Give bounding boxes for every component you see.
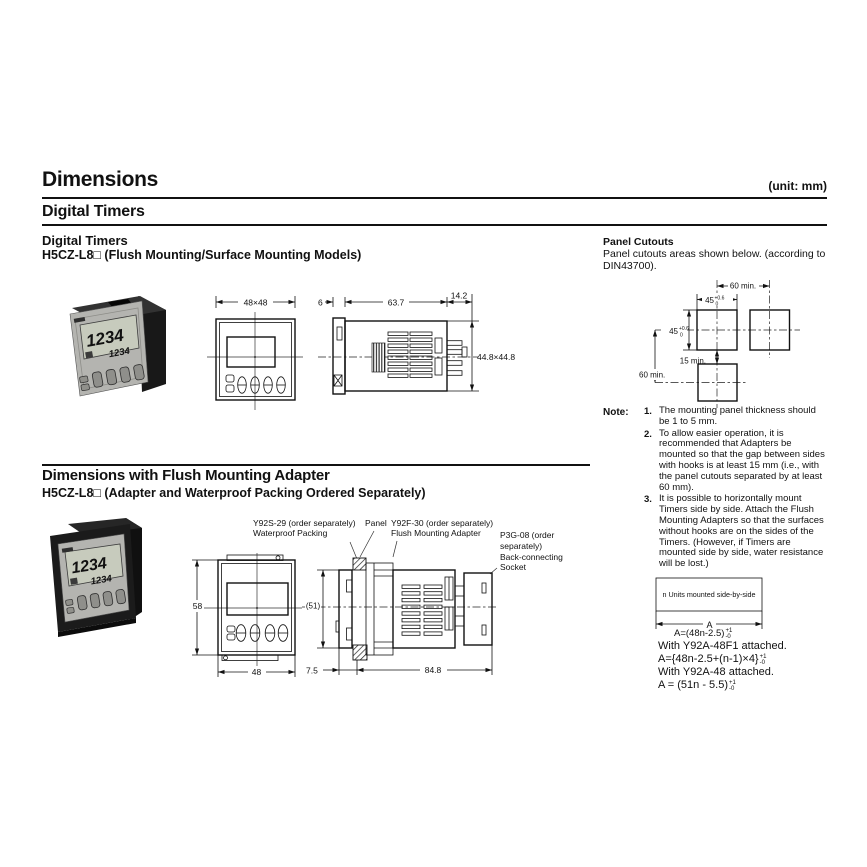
side-connectors — [435, 338, 442, 375]
note-item-2 — [644, 429, 833, 494]
back-socket — [464, 573, 492, 645]
lcd-top-digits: 1234 — [70, 554, 108, 578]
cutout-squares — [697, 310, 790, 401]
body-848-label: 84.8 — [424, 665, 442, 675]
dim-60-top-label: 60 min. — [729, 281, 757, 291]
note-item-1 — [644, 406, 833, 428]
note-text: It is possible to horizontally mount Timers side by side. Attach the Flush Mounting Adapters so that the surfaces without hooks are on the sides of the Timers. (However, if Timers are mounted side by side, water resistance will be lost.) — [659, 493, 824, 570]
side-view-adapter-drawing — [300, 516, 600, 684]
formula-3-body: A = (51n - 5.5) — [658, 679, 729, 691]
cutout-dim-60-top — [717, 280, 770, 291]
width-dimension — [216, 296, 295, 308]
pin-dim-label: 14.2 — [450, 290, 468, 301]
side-pins — [447, 341, 467, 376]
units-box-label: n Units mounted side-by-side — [662, 590, 756, 599]
side-vent-slots — [388, 332, 432, 377]
width-48-dimension — [218, 655, 295, 677]
formula-1 — [674, 628, 732, 641]
width-48-label: 48 — [251, 667, 262, 677]
panel-hatch-bottom — [353, 645, 367, 660]
lcd-status-block — [85, 351, 93, 358]
note-num: 1. — [644, 406, 652, 417]
note-num: 3. — [644, 494, 652, 506]
lcd-status-block — [70, 578, 78, 585]
rule-under-category — [42, 224, 827, 226]
side-bezel — [333, 318, 345, 394]
note-text: To allow easier operation, it is recommended that Adapters be mounted so that the gap between sides with hooks is at least 15 mm (i.e., with the panel cutouts separated by at least 60 mm). — [659, 427, 825, 493]
bottom-dimensions — [306, 645, 492, 676]
rule-under-title — [42, 197, 827, 199]
front2-display-window — [227, 583, 288, 615]
side-grille — [372, 343, 385, 372]
bezel-dimension — [318, 297, 345, 308]
formula-2-tolerance: +1 -0 — [759, 654, 767, 666]
product-photo-timer-adapter — [38, 516, 158, 666]
body-dim-label: 63.7 — [387, 297, 405, 308]
unit-label: (unit: mm) — [768, 179, 827, 193]
side2-body — [393, 570, 455, 648]
note-label: Note: — [603, 407, 629, 418]
formula-3-tolerance: +1 -0 — [729, 680, 736, 692]
square-dim-label: 44.8×44.8 — [477, 352, 516, 362]
label-waterproof-packing: Y92S-29 (order separately) Waterproof Packing — [253, 518, 356, 538]
leader-lines — [350, 531, 497, 574]
page-title: Dimensions — [42, 168, 159, 191]
dim-60-left-label: 60 min. — [639, 370, 666, 380]
formula-2 — [658, 653, 766, 667]
depth-51-label: (51) — [305, 601, 321, 611]
label-back-socket: P3G-08 (order separately) Back-connecting Socket — [500, 530, 563, 573]
rule-section2 — [42, 464, 590, 466]
pin-dimension — [447, 291, 472, 308]
side2-vent-slots — [402, 585, 442, 635]
height-58-label: 58 — [192, 601, 203, 611]
notes-block — [601, 406, 833, 571]
panel-cutout-diagram — [600, 278, 835, 411]
front2-buttons — [227, 625, 288, 642]
lcd-bottom-digits: 1234 — [89, 573, 113, 588]
front-buttons — [226, 375, 285, 393]
dim-45v-tol-plus: +0.6 — [679, 326, 689, 332]
formula-1-tolerance: +1 -0 — [725, 628, 733, 640]
height-58-dimension — [191, 560, 218, 655]
depth-51-dimension — [305, 570, 340, 648]
dim-a-label: A — [706, 620, 713, 630]
with-line-2: With Y92A-48 attached. — [658, 666, 774, 678]
lcd-bottom-digits: 1234 — [107, 345, 131, 361]
note-num: 2. — [644, 428, 652, 440]
panel-cutouts-title: Panel Cutouts — [603, 236, 674, 248]
label-panel: Panel — [365, 518, 387, 528]
category-heading: Digital Timers — [42, 203, 145, 220]
flush-adapter — [366, 563, 393, 655]
product-photo-timer — [56, 288, 174, 406]
height-dimension — [447, 307, 515, 391]
dim-45v-tol-zero: 0 — [680, 332, 683, 339]
front-outline — [216, 319, 295, 400]
section1-title: Digital Timers — [42, 233, 128, 248]
section2-subtitle: H5CZ-L8□ (Adapter and Waterproof Packing Ordered Separately) — [42, 486, 426, 500]
dim-45h-tol-zero: 0 — [715, 301, 719, 308]
front-view-drawing — [203, 288, 318, 413]
dim-45v-label: 45 — [669, 327, 678, 336]
side2-bezel — [336, 570, 352, 648]
section1-subtitle: H5CZ-L8□ (Flush Mounting/Surface Mounting Models) — [42, 248, 362, 262]
cutout-dim-45-horizontal — [697, 293, 737, 310]
formula-1-body: A=(48n-2.5) — [674, 628, 725, 639]
crosshair — [207, 312, 303, 410]
formula-2-body: A={48n-2.5+(n-1)×4} — [658, 653, 759, 665]
front-width-dim-label: 48×48 — [243, 297, 268, 308]
note-text: The mounting panel thickness should be 1 to 5 mm. — [659, 405, 816, 427]
panel-cutouts-description: Panel cutouts areas shown below. (according to DIN43700). — [603, 248, 826, 272]
side-by-side-diagram — [648, 574, 773, 634]
side-view-drawing — [316, 283, 526, 405]
front-display-window — [227, 337, 275, 367]
with-line-1: With Y92A-48F1 attached. — [658, 640, 787, 652]
formula-3 — [658, 679, 736, 693]
dim-15-label: 15 min. — [679, 356, 706, 366]
lcd-top-digits: 1234 — [84, 325, 126, 351]
body-dimension — [345, 296, 447, 308]
front-view-adapter-drawing — [190, 553, 305, 688]
section2-title: Dimensions with Flush Mounting Adapter — [42, 467, 330, 484]
front-75-label: 7.5 — [306, 665, 318, 676]
label-flush-adapter: Y92F-30 (order separately) Flush Mounting Adapter — [391, 518, 494, 538]
dim-45h-label: 45 — [705, 296, 714, 305]
dim-45h-tol-plus: +0.6 — [714, 295, 725, 302]
panel-hatch-top — [353, 558, 366, 570]
note-item-3 — [644, 494, 833, 570]
bezel-dim-label: 6 — [318, 297, 323, 308]
